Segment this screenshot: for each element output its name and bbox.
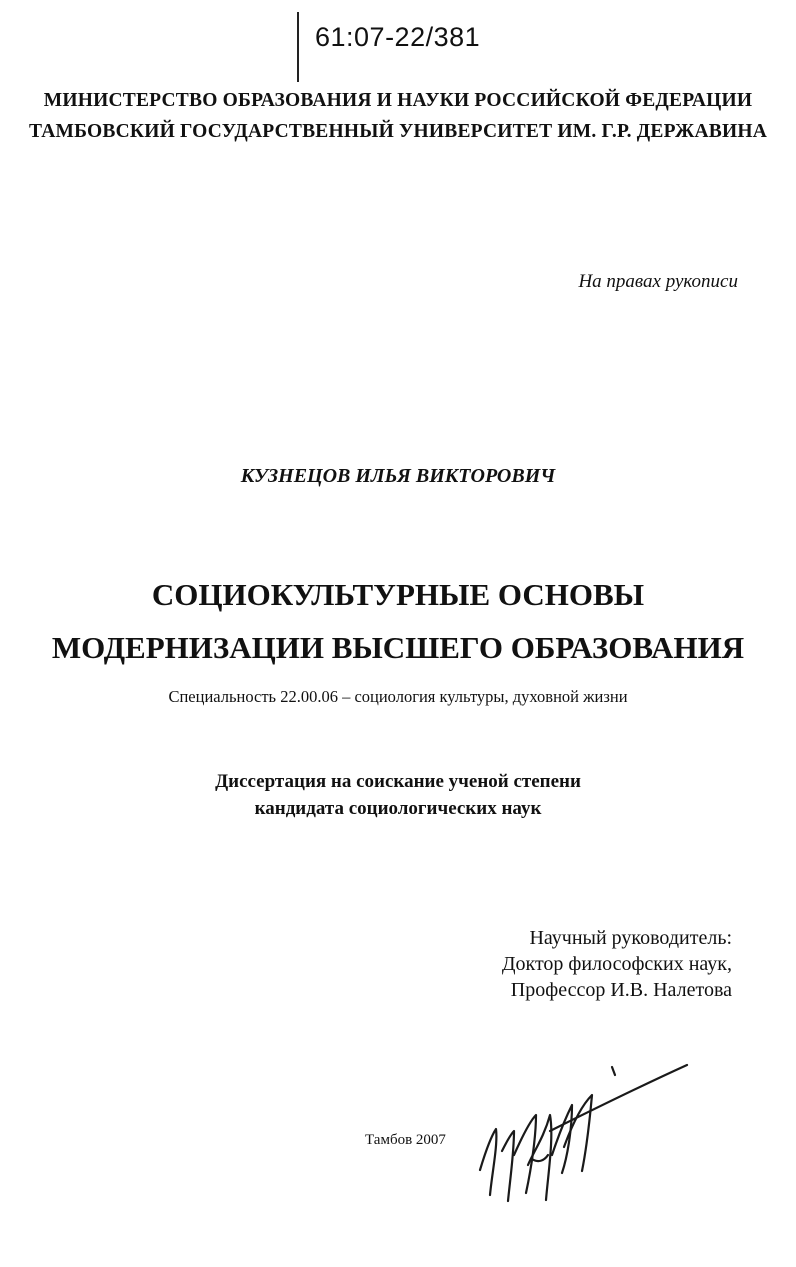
library-stamp-code: 61:07-22/381	[315, 22, 481, 52]
author-name: КУЗНЕЦОВ ИЛЬЯ ВИКТОРОВИЧ	[240, 465, 556, 487]
university-heading: ТАМБОВСКИЙ ГОСУДАРСТВЕННЫЙ УНИВЕРСИТЕТ ИМ. Г.Р. ДЕРЖАВИНА	[28, 121, 768, 142]
manuscript-rights-note: На правах рукописи	[578, 271, 738, 292]
dissertation-degree-line-1: Диссертация на соискание ученой степени	[215, 771, 581, 792]
supervisor-label: Научный руководитель:	[529, 927, 732, 949]
handwritten-signature	[462, 1055, 702, 1215]
dissertation-degree-line-2: кандидата социологических наук	[254, 798, 542, 819]
supervisor-name: Профессор И.В. Налетова	[510, 979, 732, 1001]
city-year: Тамбов 2007	[365, 1132, 446, 1148]
specialty-line: Специальность 22.00.06 – социология культуры, духовной жизни	[168, 687, 628, 706]
thesis-title-line-2: МОДЕРНИЗАЦИИ ВЫСШЕГО ОБРАЗОВАНИЯ	[51, 630, 745, 665]
stamp-divider-line	[297, 12, 299, 82]
ministry-heading: МИНИСТЕРСТВО ОБРАЗОВАНИЯ И НАУКИ РОССИЙСКОЙ ФЕДЕРАЦИИ	[43, 90, 753, 111]
supervisor-degree: Доктор философских наук,	[501, 953, 732, 975]
thesis-title-line-1: СОЦИОКУЛЬТУРНЫЕ ОСНОВЫ	[151, 577, 645, 612]
